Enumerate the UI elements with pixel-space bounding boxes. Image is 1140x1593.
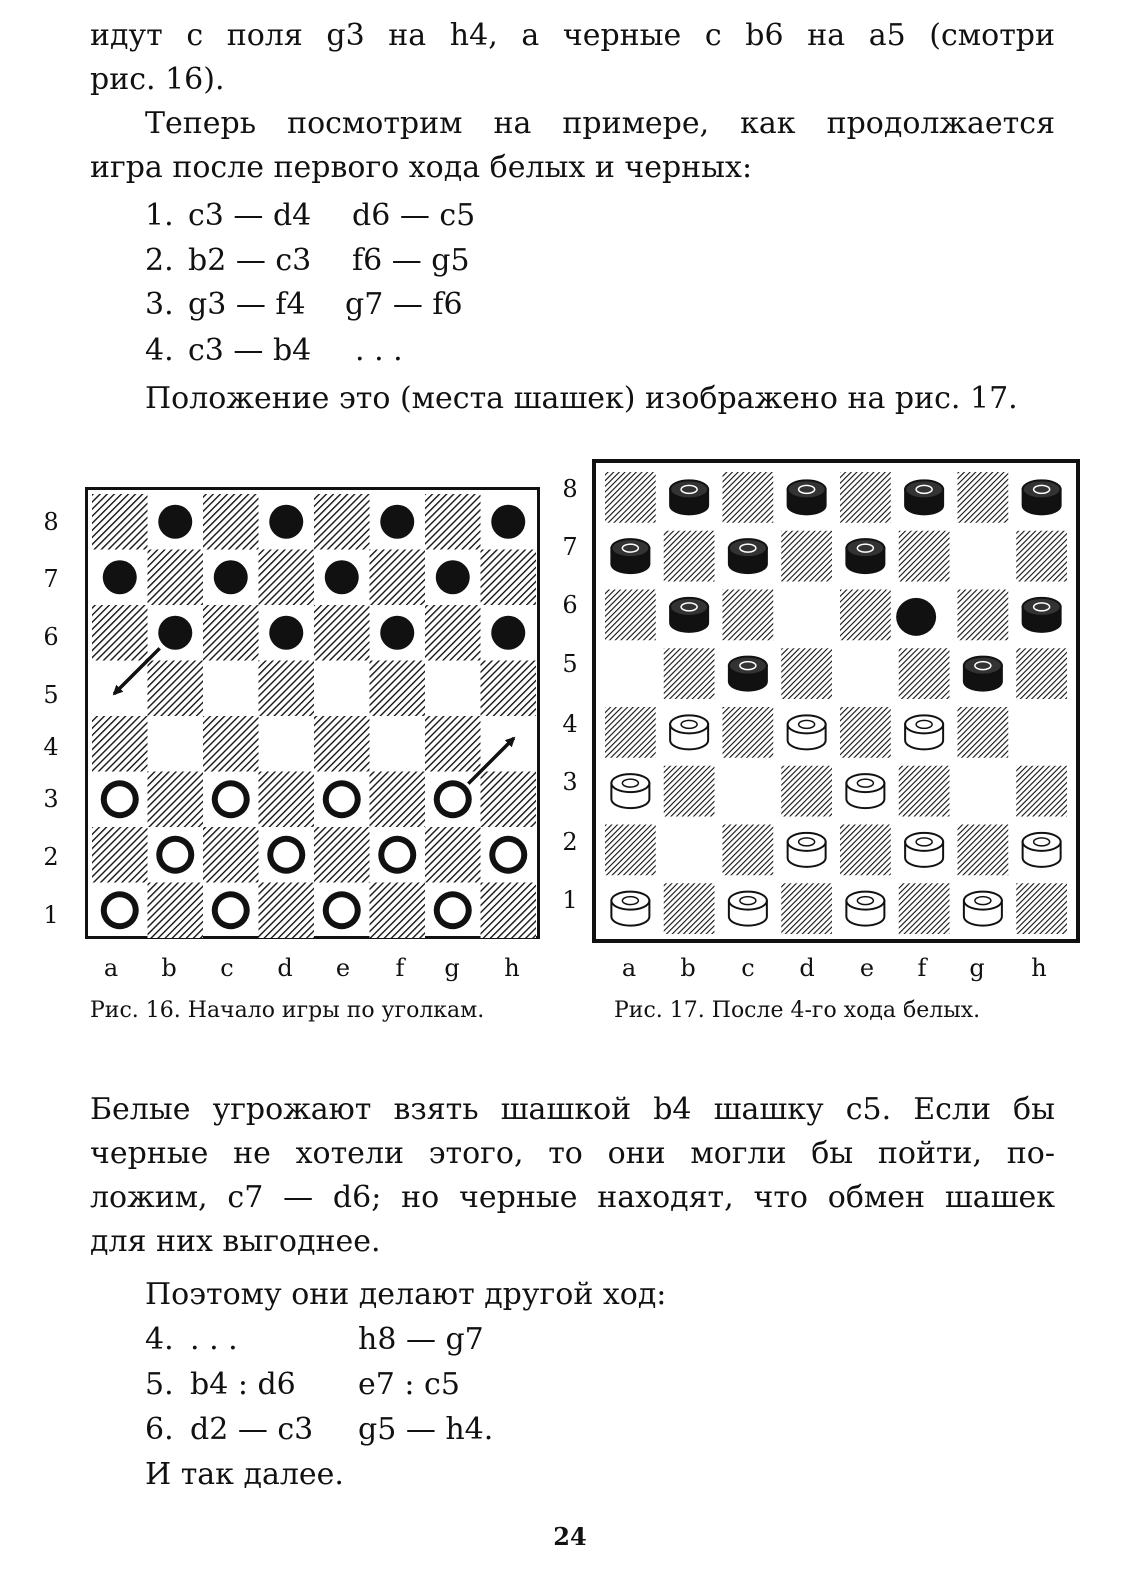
- white-checker: [273, 842, 299, 868]
- dark-square: [481, 550, 537, 606]
- white-move: g3 — f4: [188, 287, 306, 322]
- position-sentence: Положение это (места шашек) изображено на рис. 17.: [145, 381, 1018, 416]
- dark-square: [958, 707, 1009, 758]
- dark-square: [314, 716, 370, 772]
- rank-label: 5: [43, 681, 59, 709]
- dark-square: [370, 772, 426, 828]
- white-move: d2 — c3: [190, 1412, 314, 1447]
- white-checker: [218, 897, 244, 923]
- dark-square: [899, 531, 950, 582]
- file-label: c: [741, 954, 755, 982]
- black-checker: [788, 480, 826, 514]
- figure-17-caption: Рис. 17. После 4-го хода белых.: [614, 998, 981, 1023]
- figure-16-board: [85, 487, 540, 939]
- dark-square: [840, 472, 891, 523]
- dark-square: [664, 883, 715, 934]
- dark-square: [370, 550, 426, 606]
- dark-square: [92, 827, 148, 883]
- dark-square: [1016, 883, 1067, 934]
- closing-line: И так далее.: [145, 1457, 344, 1492]
- file-label: a: [103, 954, 119, 982]
- white-checker: [384, 842, 410, 868]
- white-move: c3 — b4: [188, 333, 312, 368]
- rank-label: 7: [562, 533, 578, 561]
- rank-label: 1: [43, 901, 59, 929]
- rank-label: 8: [43, 508, 59, 536]
- dark-square: [92, 494, 148, 550]
- paragraph-3-line-3: ложим, c7 — d6; но черные находят, что обмен шашек: [90, 1180, 1055, 1215]
- file-label: h: [1031, 954, 1047, 982]
- dark-square: [481, 661, 537, 717]
- file-label: b: [680, 954, 696, 982]
- black-checker: [1023, 480, 1061, 514]
- dark-square: [148, 550, 204, 606]
- rank-label: 4: [562, 710, 578, 738]
- dark-square: [664, 648, 715, 699]
- black-checker: [491, 505, 525, 539]
- black-checker: [380, 505, 414, 539]
- dark-square: [259, 883, 315, 939]
- dark-square: [958, 825, 1009, 876]
- rank-label: 5: [562, 650, 578, 678]
- paragraph-3-line-2: черные не хотели этого, то они могли бы пойти, по-: [90, 1136, 1055, 1171]
- black-checker: [269, 505, 303, 539]
- rank-label: 6: [562, 591, 578, 619]
- rank-label: 3: [43, 785, 59, 813]
- dark-square: [148, 772, 204, 828]
- dark-square: [899, 766, 950, 817]
- file-label: d: [799, 954, 815, 982]
- black-checker: [905, 480, 943, 514]
- move-number: 6.: [145, 1412, 174, 1447]
- white-checker: [788, 715, 826, 749]
- white-move: b4 : d6: [190, 1367, 296, 1402]
- dark-square: [425, 827, 481, 883]
- move-number: 4.: [145, 1322, 174, 1357]
- black-checker: [611, 539, 649, 573]
- black-checker: [158, 505, 192, 539]
- dark-square: [203, 605, 259, 661]
- white-checker: [846, 774, 884, 808]
- black-checker: [846, 539, 884, 573]
- dark-square: [723, 590, 774, 641]
- black-move: h8 — g7: [358, 1322, 484, 1357]
- black-move: . . .: [355, 333, 403, 368]
- black-checker: [964, 657, 1002, 691]
- white-checker: [905, 833, 943, 867]
- dark-square: [148, 661, 204, 717]
- figure-17-board: [592, 459, 1080, 943]
- dark-square: [314, 605, 370, 661]
- white-checker: [905, 715, 943, 749]
- white-checker: [329, 897, 355, 923]
- rank-label: 8: [562, 475, 578, 503]
- dark-square: [259, 772, 315, 828]
- black-move: e7 : c5: [358, 1367, 460, 1402]
- paragraph-2-line-2: игра после первого хода белых и черных:: [90, 150, 753, 185]
- white-checker: [846, 892, 884, 926]
- rank-label: 2: [562, 828, 578, 856]
- black-move: g7 — f6: [345, 287, 463, 322]
- file-label: b: [161, 954, 177, 982]
- move-number: 2.: [145, 243, 174, 278]
- dark-square: [203, 716, 259, 772]
- dark-square: [92, 716, 148, 772]
- file-label: f: [917, 954, 927, 982]
- dark-square: [370, 661, 426, 717]
- dark-square: [259, 661, 315, 717]
- dark-square: [1016, 648, 1067, 699]
- dark-square: [605, 825, 656, 876]
- white-move: b2 — c3: [188, 243, 312, 278]
- black-move: d6 — c5: [352, 198, 476, 233]
- file-label: d: [277, 954, 293, 982]
- black-checker: [269, 616, 303, 650]
- dark-square: [840, 590, 891, 641]
- dark-square: [481, 883, 537, 939]
- dark-square: [723, 472, 774, 523]
- dark-square: [958, 472, 1009, 523]
- dark-square: [899, 648, 950, 699]
- page-number: 24: [553, 1522, 587, 1551]
- white-checker: [162, 842, 188, 868]
- file-label: c: [220, 954, 234, 982]
- dark-square: [259, 550, 315, 606]
- rank-label: 3: [562, 768, 578, 796]
- white-checker: [440, 897, 466, 923]
- black-move: f6 — g5: [352, 243, 470, 278]
- black-checker: [325, 560, 359, 594]
- white-checker: [440, 786, 466, 812]
- file-label: g: [444, 954, 460, 982]
- dark-square: [314, 827, 370, 883]
- dark-square: [723, 825, 774, 876]
- rank-label: 4: [43, 733, 59, 761]
- white-checker: [729, 892, 767, 926]
- dark-square: [899, 883, 950, 934]
- black-checker: [1023, 598, 1061, 632]
- rank-label: 6: [43, 623, 59, 651]
- paragraph-3-line-1: Белые угрожают взять шашкой b4 шашку c5. Если бы: [90, 1092, 1055, 1127]
- file-label: e: [335, 954, 351, 982]
- file-label: a: [621, 954, 637, 982]
- dark-square: [605, 472, 656, 523]
- dark-square: [781, 648, 832, 699]
- white-move: c3 — d4: [188, 198, 312, 233]
- black-checker: [158, 616, 192, 650]
- move-number: 1.: [145, 198, 174, 233]
- dark-square: [781, 883, 832, 934]
- dark-square: [723, 707, 774, 758]
- white-checker: [1023, 833, 1061, 867]
- file-label: e: [859, 954, 875, 982]
- white-checker: [218, 786, 244, 812]
- dark-square: [92, 605, 148, 661]
- paragraph-1-line-1: идут с поля g3 на h4, а черные с b6 на a5 (смотри: [90, 18, 1055, 53]
- dark-square: [314, 494, 370, 550]
- dark-square: [958, 590, 1009, 641]
- white-checker: [611, 774, 649, 808]
- paragraph-1-line-2: рис. 16).: [90, 62, 225, 97]
- black-checker: [491, 616, 525, 650]
- dark-square: [664, 766, 715, 817]
- file-label: h: [504, 954, 520, 982]
- file-label: f: [395, 954, 405, 982]
- rank-label: 7: [43, 565, 59, 593]
- black-move: g5 — h4.: [358, 1412, 494, 1447]
- moving-black-checker: [896, 598, 936, 636]
- white-checker: [611, 892, 649, 926]
- dark-square: [370, 883, 426, 939]
- white-checker: [788, 833, 826, 867]
- black-checker: [380, 616, 414, 650]
- dark-square: [425, 605, 481, 661]
- dark-square: [203, 827, 259, 883]
- dark-square: [148, 883, 204, 939]
- move-number: 3.: [145, 287, 174, 322]
- dark-square: [664, 531, 715, 582]
- move-number: 4.: [145, 333, 174, 368]
- white-checker: [107, 897, 133, 923]
- dark-square: [1016, 531, 1067, 582]
- dark-square: [840, 825, 891, 876]
- rank-label: 2: [43, 843, 59, 871]
- dark-square: [605, 707, 656, 758]
- figure-16-caption: Рис. 16. Начало игры по уголкам.: [90, 998, 485, 1023]
- dark-square: [203, 494, 259, 550]
- white-checker: [670, 715, 708, 749]
- black-checker: [103, 560, 137, 594]
- dark-square: [481, 772, 537, 828]
- white-checker: [329, 786, 355, 812]
- paragraph-2-line-1: Теперь посмотрим на примере, как продолжается: [145, 106, 1055, 141]
- paragraph-4-line-1: Поэтому они делают другой ход:: [145, 1277, 667, 1312]
- dark-square: [425, 716, 481, 772]
- white-checker: [495, 842, 521, 868]
- white-checker: [107, 786, 133, 812]
- white-move: . . .: [190, 1322, 238, 1357]
- move-number: 5.: [145, 1367, 174, 1402]
- rank-label: 1: [562, 886, 578, 914]
- dark-square: [605, 590, 656, 641]
- dark-square: [781, 766, 832, 817]
- paragraph-3-line-4: для них выгоднее.: [90, 1224, 381, 1259]
- dark-square: [781, 531, 832, 582]
- black-checker: [729, 657, 767, 691]
- dark-square: [840, 707, 891, 758]
- dark-square: [1016, 766, 1067, 817]
- white-checker: [964, 892, 1002, 926]
- black-checker: [436, 560, 470, 594]
- black-checker: [729, 539, 767, 573]
- file-label: g: [969, 954, 985, 982]
- black-checker: [670, 598, 708, 632]
- dark-square: [425, 494, 481, 550]
- black-checker: [670, 480, 708, 514]
- black-checker: [214, 560, 248, 594]
